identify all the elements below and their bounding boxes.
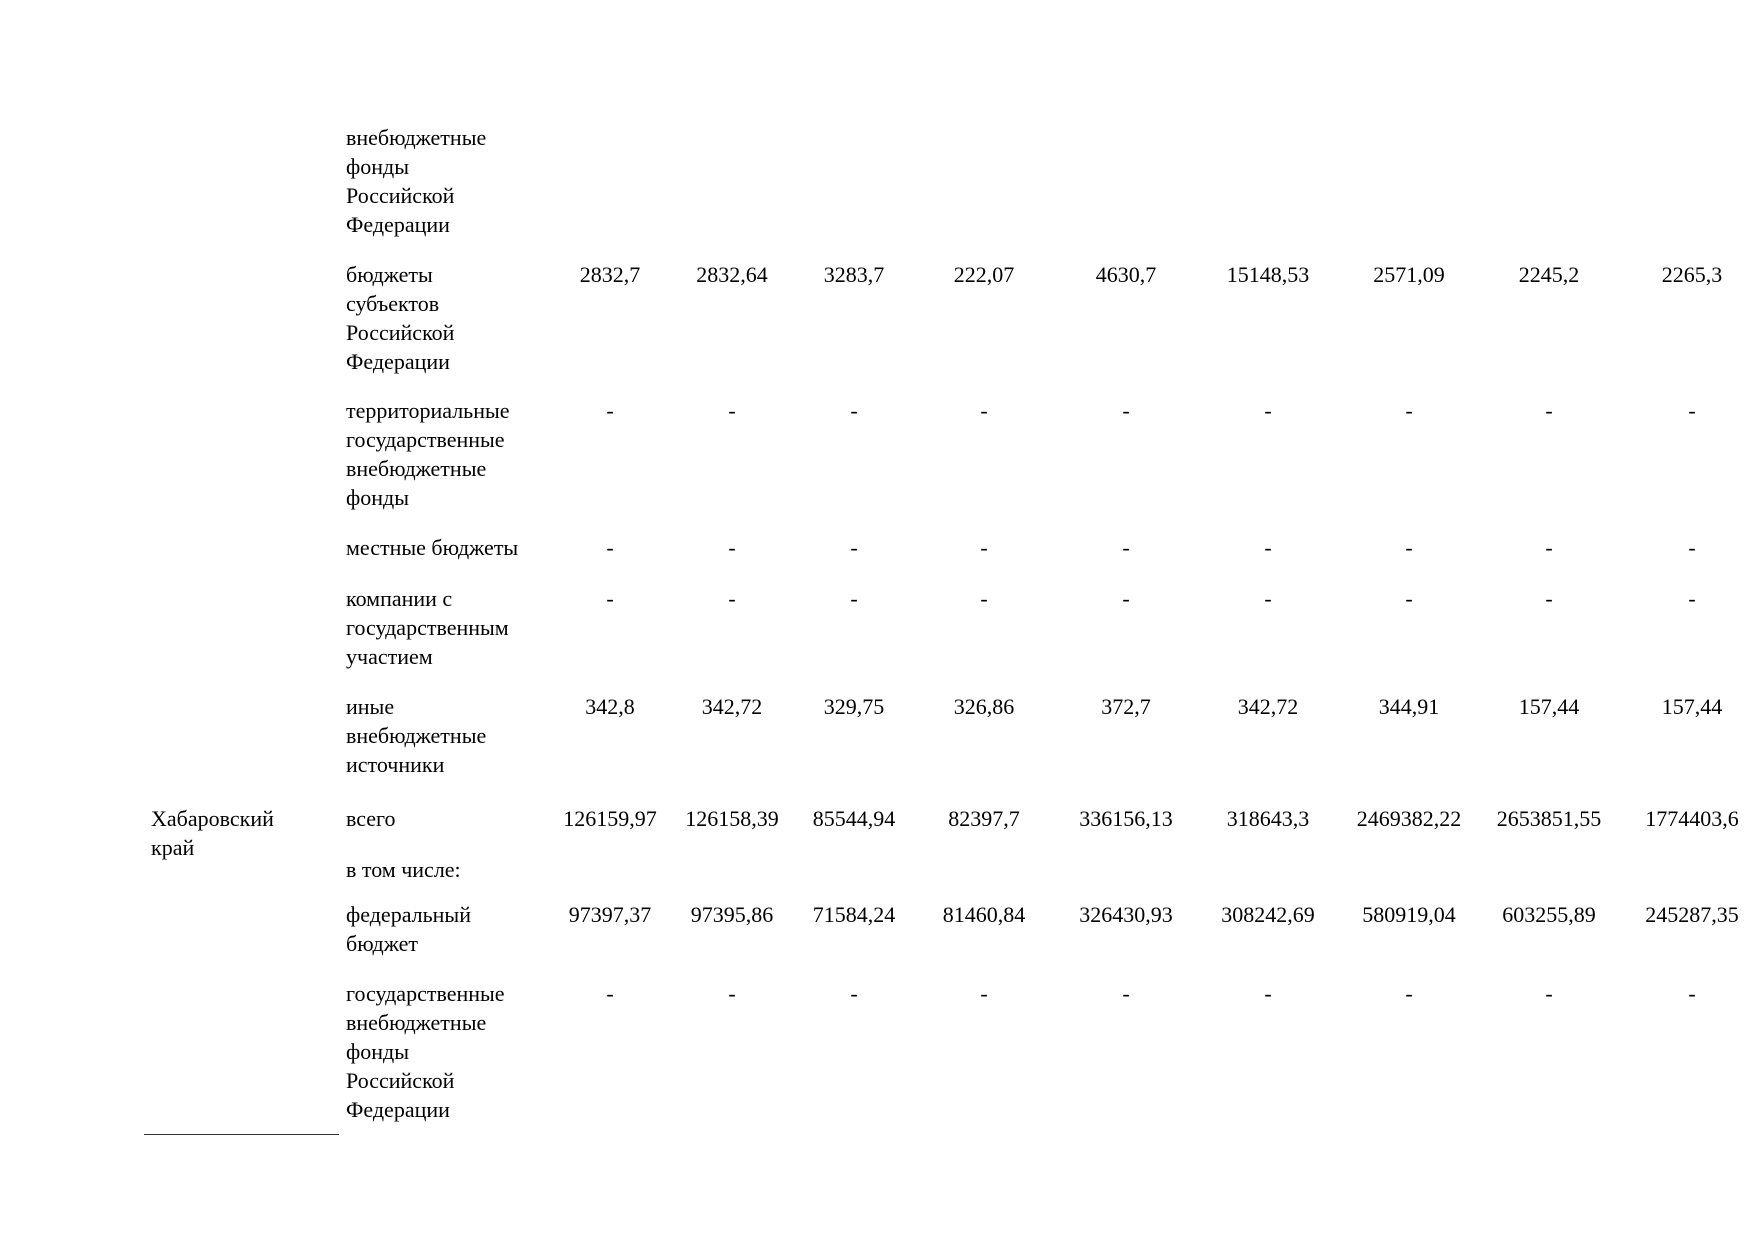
row-label-line: государственным [346, 615, 509, 640]
value-cell: - [850, 981, 858, 1006]
row-label-line: Российской [346, 320, 455, 345]
value-cell: - [1688, 398, 1696, 423]
value-cell: 2469382,22 [1356, 806, 1462, 831]
row-label-line: территориальные [346, 398, 510, 423]
row-label-line: всего [346, 806, 396, 831]
value-cell: - [1122, 981, 1130, 1006]
value-cell: 326,86 [953, 694, 1015, 719]
value-cell: - [980, 535, 988, 560]
value-cell: - [1405, 586, 1413, 611]
value-cell: - [1264, 535, 1272, 560]
value-cell: - [1264, 981, 1272, 1006]
value-cell: 1774403,6 [1645, 806, 1739, 831]
value-cell: - [1688, 981, 1696, 1006]
value-cell: - [1122, 586, 1130, 611]
row-label-line: фонды [346, 485, 410, 510]
value-cell: - [1545, 586, 1553, 611]
value-cell: - [606, 586, 614, 611]
value-cell: - [1545, 398, 1553, 423]
value-cell: - [1264, 398, 1272, 423]
row-label-line: внебюджетные [346, 125, 487, 150]
region-name [151, 804, 331, 862]
value-cell: - [1264, 586, 1272, 611]
value-cell: 336156,13 [1079, 806, 1173, 831]
row-label-line: местные бюджеты [346, 535, 519, 560]
row-label-line: Федерации [346, 1097, 450, 1122]
value-cell: 126158,39 [685, 806, 779, 831]
row-label-line: фонды [346, 154, 410, 179]
value-cell: 342,72 [701, 694, 763, 719]
value-cell: 245287,35 [1645, 902, 1739, 927]
value-cell: 82397,7 [948, 806, 1020, 831]
value-cell: - [1122, 535, 1130, 560]
row-label-line: иные [346, 694, 395, 719]
value-cell: 2245,2 [1518, 262, 1580, 287]
row-label [346, 123, 546, 239]
row-label-line: источники [346, 752, 445, 777]
footnote-rule [144, 1134, 339, 1135]
region-name-line: Хабаровский [151, 806, 274, 831]
value-cell: - [606, 398, 614, 423]
value-cell: - [606, 981, 614, 1006]
value-cell: - [728, 586, 736, 611]
value-cell: 2832,64 [696, 262, 768, 287]
value-cell: 326430,93 [1079, 902, 1173, 927]
value-cell: 329,75 [823, 694, 885, 719]
value-cell: 603255,89 [1502, 902, 1596, 927]
value-cell: 157,44 [1661, 694, 1723, 719]
value-cell: 2653851,55 [1496, 806, 1602, 831]
row-label [346, 804, 546, 833]
value-cell: 85544,94 [812, 806, 896, 831]
value-cell: 97395,86 [690, 902, 774, 927]
row-label [346, 533, 546, 562]
value-cell: 97397,37 [568, 902, 652, 927]
value-cell: 15148,53 [1226, 262, 1310, 287]
region-name-line: край [151, 835, 195, 860]
row-label-line: бюджеты [346, 262, 433, 287]
row-label-line: федеральный [346, 902, 471, 927]
value-cell: 126159,97 [563, 806, 657, 831]
value-cell: 342,72 [1237, 694, 1299, 719]
value-cell: 308242,69 [1221, 902, 1315, 927]
row-label-line: внебюджетные [346, 456, 487, 481]
value-cell: - [1405, 981, 1413, 1006]
row-label [346, 260, 546, 376]
value-cell: 318643,3 [1226, 806, 1310, 831]
value-cell: - [850, 535, 858, 560]
value-cell: - [1545, 981, 1553, 1006]
row-label [346, 584, 546, 671]
value-cell: 344,91 [1378, 694, 1440, 719]
value-cell: - [728, 535, 736, 560]
row-label-line: компании с [346, 586, 453, 611]
row-label-line: Федерации [346, 349, 450, 374]
value-cell: 222,07 [953, 262, 1015, 287]
row-label-line: участием [346, 644, 433, 669]
value-cell: - [980, 398, 988, 423]
row-label-line: Российской [346, 1068, 455, 1093]
value-cell: - [1405, 398, 1413, 423]
row-label-line: бюджет [346, 931, 418, 956]
row-label-line: в том числе: [346, 857, 461, 882]
value-cell: 342,8 [585, 694, 635, 719]
row-label-line: внебюджетные [346, 1010, 487, 1035]
row-label-line: государственные [346, 427, 505, 452]
value-cell: 372,7 [1101, 694, 1151, 719]
row-label-line: внебюджетные [346, 723, 487, 748]
row-label [346, 692, 546, 779]
row-label [346, 979, 546, 1124]
value-cell: - [980, 586, 988, 611]
row-label-line: государственные [346, 981, 505, 1006]
row-label-line: Федерации [346, 212, 450, 237]
value-cell: - [728, 981, 736, 1006]
value-cell: 580919,04 [1362, 902, 1456, 927]
row-label [346, 855, 546, 884]
value-cell: 2265,3 [1661, 262, 1723, 287]
value-cell: - [728, 398, 736, 423]
value-cell: 3283,7 [823, 262, 885, 287]
value-cell: - [1688, 586, 1696, 611]
value-cell: 81460,84 [942, 902, 1026, 927]
row-label-line: субъектов [346, 291, 440, 316]
value-cell: - [1405, 535, 1413, 560]
value-cell: - [850, 398, 858, 423]
value-cell: - [1122, 398, 1130, 423]
value-cell: 4630,7 [1095, 262, 1157, 287]
value-cell: - [1688, 535, 1696, 560]
row-label [346, 900, 546, 958]
value-cell: - [606, 535, 614, 560]
row-label-line: Российской [346, 183, 455, 208]
row-label [346, 396, 546, 512]
value-cell: - [980, 981, 988, 1006]
value-cell: 71584,24 [812, 902, 896, 927]
value-cell: 2832,7 [579, 262, 641, 287]
row-label-line: фонды [346, 1039, 410, 1064]
value-cell: 2571,09 [1373, 262, 1445, 287]
value-cell: 157,44 [1518, 694, 1580, 719]
value-cell: - [1545, 535, 1553, 560]
value-cell: - [850, 586, 858, 611]
